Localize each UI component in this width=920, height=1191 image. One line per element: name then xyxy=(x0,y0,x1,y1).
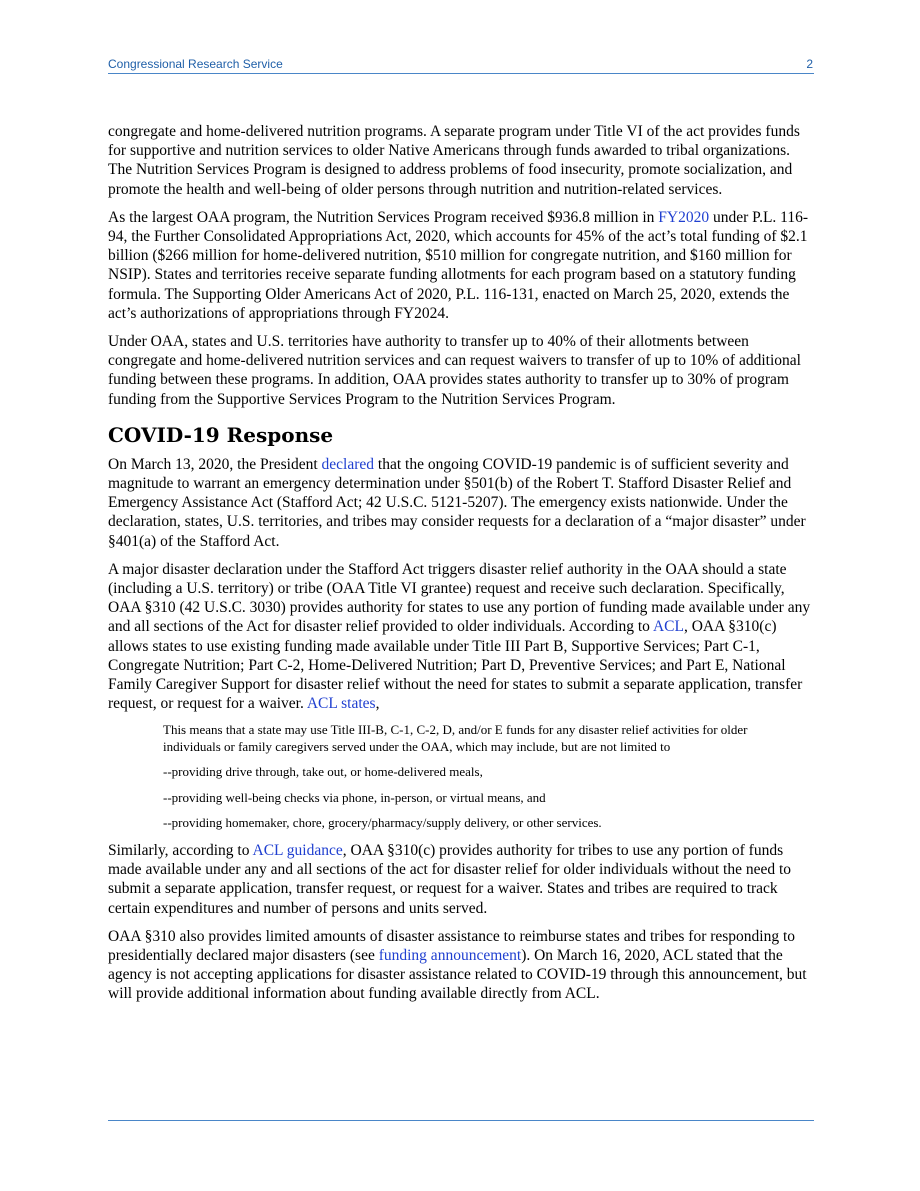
paragraph-declaration xyxy=(108,455,816,551)
page-header xyxy=(108,57,813,73)
paragraph-text: congregate and home-delivered nutrition programs. A separate program under Title VI of the act provides funds for supportive and nutrition services to older Native Americans through funds awarded to tribal organizations. The Nutrition Services Program is designed to address problems of food insecurity, promote socialization, and promote the health and well-being of older persons through nutrition and nutrition-related services. xyxy=(108,123,800,198)
paragraph-text: ). On March 16, 2020, ACL stated that the agency is not accepting applications for disaster assistance related to COVID-19 through this announcement, but will provide additional information about funding available directly from ACL. xyxy=(108,947,807,1003)
section-heading: COVID-19 Response xyxy=(108,422,334,447)
funding-announcement-link[interactable]: funding announcement xyxy=(378,947,522,964)
paragraph-text: that the ongoing COVID-19 pandemic is of sufficient severity and magnitude to warrant an emergency determination under §501(b) of the Robert T. Stafford Disaster Relief and Emergency Assistance Act (Stafford Act; 42 U.S.C. 5121-5207). The emergency exists nationwide. Under the declaration, states, U.S. territories, and tribes may consider requests for a declaration of a “major disaster” under §401(a) of the Stafford Act. xyxy=(108,455,806,550)
header-org-name: Congressional Research Service xyxy=(108,57,283,71)
acl-link[interactable]: ACL xyxy=(652,618,684,636)
paragraph-text: , OAA §310(c) allows states to use existing funding made available under Title III Part B, Supportive Services; Part C-1, Congregate Nutrition; Part C-2, Home-Delivered Nutrition; Part D, Preventive Services; and Part E, National Family Caregiver Support for disaster relief without the need for states to submit a separate application, transfer request, or request for a waiver. xyxy=(108,618,803,713)
quote-list-item: --providing well-being checks via phone, in-person, or virtual means, and xyxy=(163,789,546,805)
paragraph-disaster-relief xyxy=(108,560,816,714)
footer-rule xyxy=(108,1120,814,1121)
block-quote xyxy=(163,722,763,832)
paragraph-text: , OAA §310(c) provides authority for tribes to use any portion of funds made available under any and all sections of the act for disaster relief for older individuals without the need to submit a separate application, transfer request, or request for a waiver. States and tribes are required to track certain expenditures and number of persons and units served. xyxy=(108,841,792,917)
paragraph-text: Similarly, according to xyxy=(108,841,253,859)
paragraph-transfer-authority xyxy=(108,332,816,409)
paragraph-text: As the largest OAA program, the Nutrition Services Program received $936.8 million in xyxy=(108,208,659,226)
quote-intro: This means that a state may use Title III-B, C-1, C-2, D, and/or E funds for any disaster relief activities for older individuals or family caregivers served under the OAA, which may include, but are not limited to xyxy=(163,722,748,754)
paragraph-disaster-assistance xyxy=(108,927,816,1004)
acl-states-link[interactable]: ACL states xyxy=(306,695,376,713)
acl-guidance-link[interactable]: ACL guidance xyxy=(252,841,343,859)
quote-list-item: --providing drive through, take out, or home-delivered meals, xyxy=(163,764,483,780)
paragraph-text: A major disaster declaration under the Stafford Act triggers disaster relief authority in the OAA should a state (including a U.S. territory) or tribe (OAA Title VI grantee) request and receive such declaration. Specifically, OAA §310 (42 U.S.C. 3030) provides authority for states to use any portion of funding made available under any and all sections of the Act for disaster relief provided to older individuals. According to xyxy=(108,560,811,636)
page-number: 2 xyxy=(806,57,813,71)
paragraph-text: Under OAA, states and U.S. territories have authority to transfer up to 40% of their allotments between congregate and home-delivered nutrition services and can request waivers to transfer of up to 10% of additional funding between these programs. In addition, OAA provides states authority to transfer up to 30% of program funding from the Supportive Services Program to the Nutrition Services Program. xyxy=(108,333,801,408)
fy2020-link[interactable]: FY2020 xyxy=(658,208,710,226)
paragraph-tribes-guidance xyxy=(108,841,816,918)
header-rule xyxy=(108,73,814,74)
document-body xyxy=(108,122,816,1013)
quote-list-item: --providing homemaker, chore, grocery/pharmacy/supply delivery, or other services. xyxy=(163,815,602,831)
declared-link[interactable]: declared xyxy=(321,455,375,473)
paragraph-text: under P.L. 116-94, the Further Consolidated Appropriations Act, 2020, which accounts for 45% of the act’s total funding of $2.1 billion ($266 million for home-delivered nutrition, $510 million for congregate nutrition, and $160 million for NSIP). States and territories receive separate funding allotments for each program based on a statutory funding formula. The Supporting Older Americans Act of 2020, P.L. 116-131, enacted on March 25, 2020, extends the act’s authorizations of appropriations through FY2024. xyxy=(108,208,808,322)
paragraph-funding xyxy=(108,208,816,323)
paragraph-text: OAA §310 also provides limited amounts of disaster assistance to reimburse states and tribes for responding to presidentially declared major disasters (see xyxy=(108,927,796,964)
paragraph-text: , xyxy=(375,695,380,713)
paragraph-text: On March 13, 2020, the President xyxy=(108,455,322,473)
paragraph-nutrition-programs xyxy=(108,122,816,199)
